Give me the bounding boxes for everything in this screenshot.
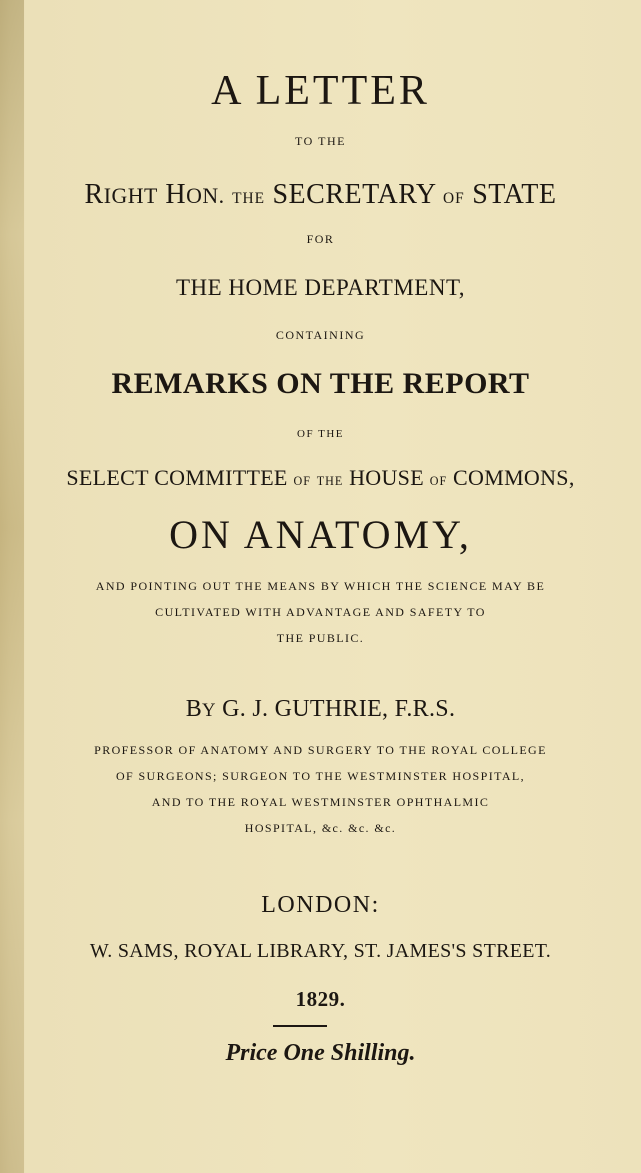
containing-line: CONTAINING (275, 328, 366, 342)
description-line: CULTIVATED WITH ADVANTAGE AND SAFETY TO (155, 605, 486, 619)
addressee-the: THE (232, 190, 265, 207)
separator-rule (273, 1025, 327, 1027)
author-name: G. J. GUTHRIE, F.R.S. (222, 696, 456, 722)
of-the-line: OF THE (297, 428, 344, 440)
addressee-right-initial: R (84, 179, 104, 210)
committee-of-2: OF (429, 474, 448, 488)
addressee-of: OF (443, 190, 465, 207)
price-line: Price One Shilling. (225, 1040, 416, 1066)
description-line: THE PUBLIC. (276, 631, 365, 645)
author-line (0, 697, 641, 721)
committee-line (0, 467, 641, 489)
author-title-line: AND TO THE ROYAL WESTMINSTER OPHTHALMIC (151, 795, 490, 809)
author-title-line: PROFESSOR OF ANATOMY AND SURGERY TO THE ROYAL COLLEGE (94, 743, 547, 757)
committee-the: THE (316, 474, 344, 488)
department-line: THE HOME DEPARTMENT, (175, 275, 466, 300)
addressee-hon-rest: ON. (186, 184, 225, 208)
committee-select: SELECT COMMITTEE (66, 465, 288, 490)
document-title: A LETTER (211, 68, 430, 114)
imprint-city: LONDON: (261, 892, 380, 918)
committee-house: HOUSE (349, 465, 424, 490)
author-by-initial: B (185, 696, 203, 722)
committee-of-1: OF (293, 474, 311, 488)
addressee-state: STATE (472, 179, 557, 210)
to-the-line: TO THE (295, 134, 346, 148)
author-by-rest: Y (202, 700, 216, 721)
addressee-right-rest: IGHT (103, 184, 158, 208)
description-line: AND POINTING OUT THE MEANS BY WHICH THE SCIENCE MAY BE (95, 579, 546, 593)
remarks-heading: REMARKS ON THE REPORT (111, 367, 530, 400)
subject-heading: ON ANATOMY, (169, 512, 472, 557)
imprint-year: 1829. (295, 987, 346, 1011)
author-title-line: HOSPITAL, &c. &c. &c. (244, 821, 397, 835)
addressee-line (0, 181, 641, 209)
for-line: FOR (306, 232, 335, 246)
addressee-hon-initial: H (165, 179, 187, 210)
committee-commons: COMMONS, (453, 465, 575, 490)
addressee-secretary: SECRETARY (272, 179, 436, 210)
author-title-line: OF SURGEONS; SURGEON TO THE WESTMINSTER HOSPITAL, (115, 769, 526, 783)
imprint-publisher: W. SAMS, ROYAL LIBRARY, ST. JAMES'S STREET. (89, 940, 552, 962)
